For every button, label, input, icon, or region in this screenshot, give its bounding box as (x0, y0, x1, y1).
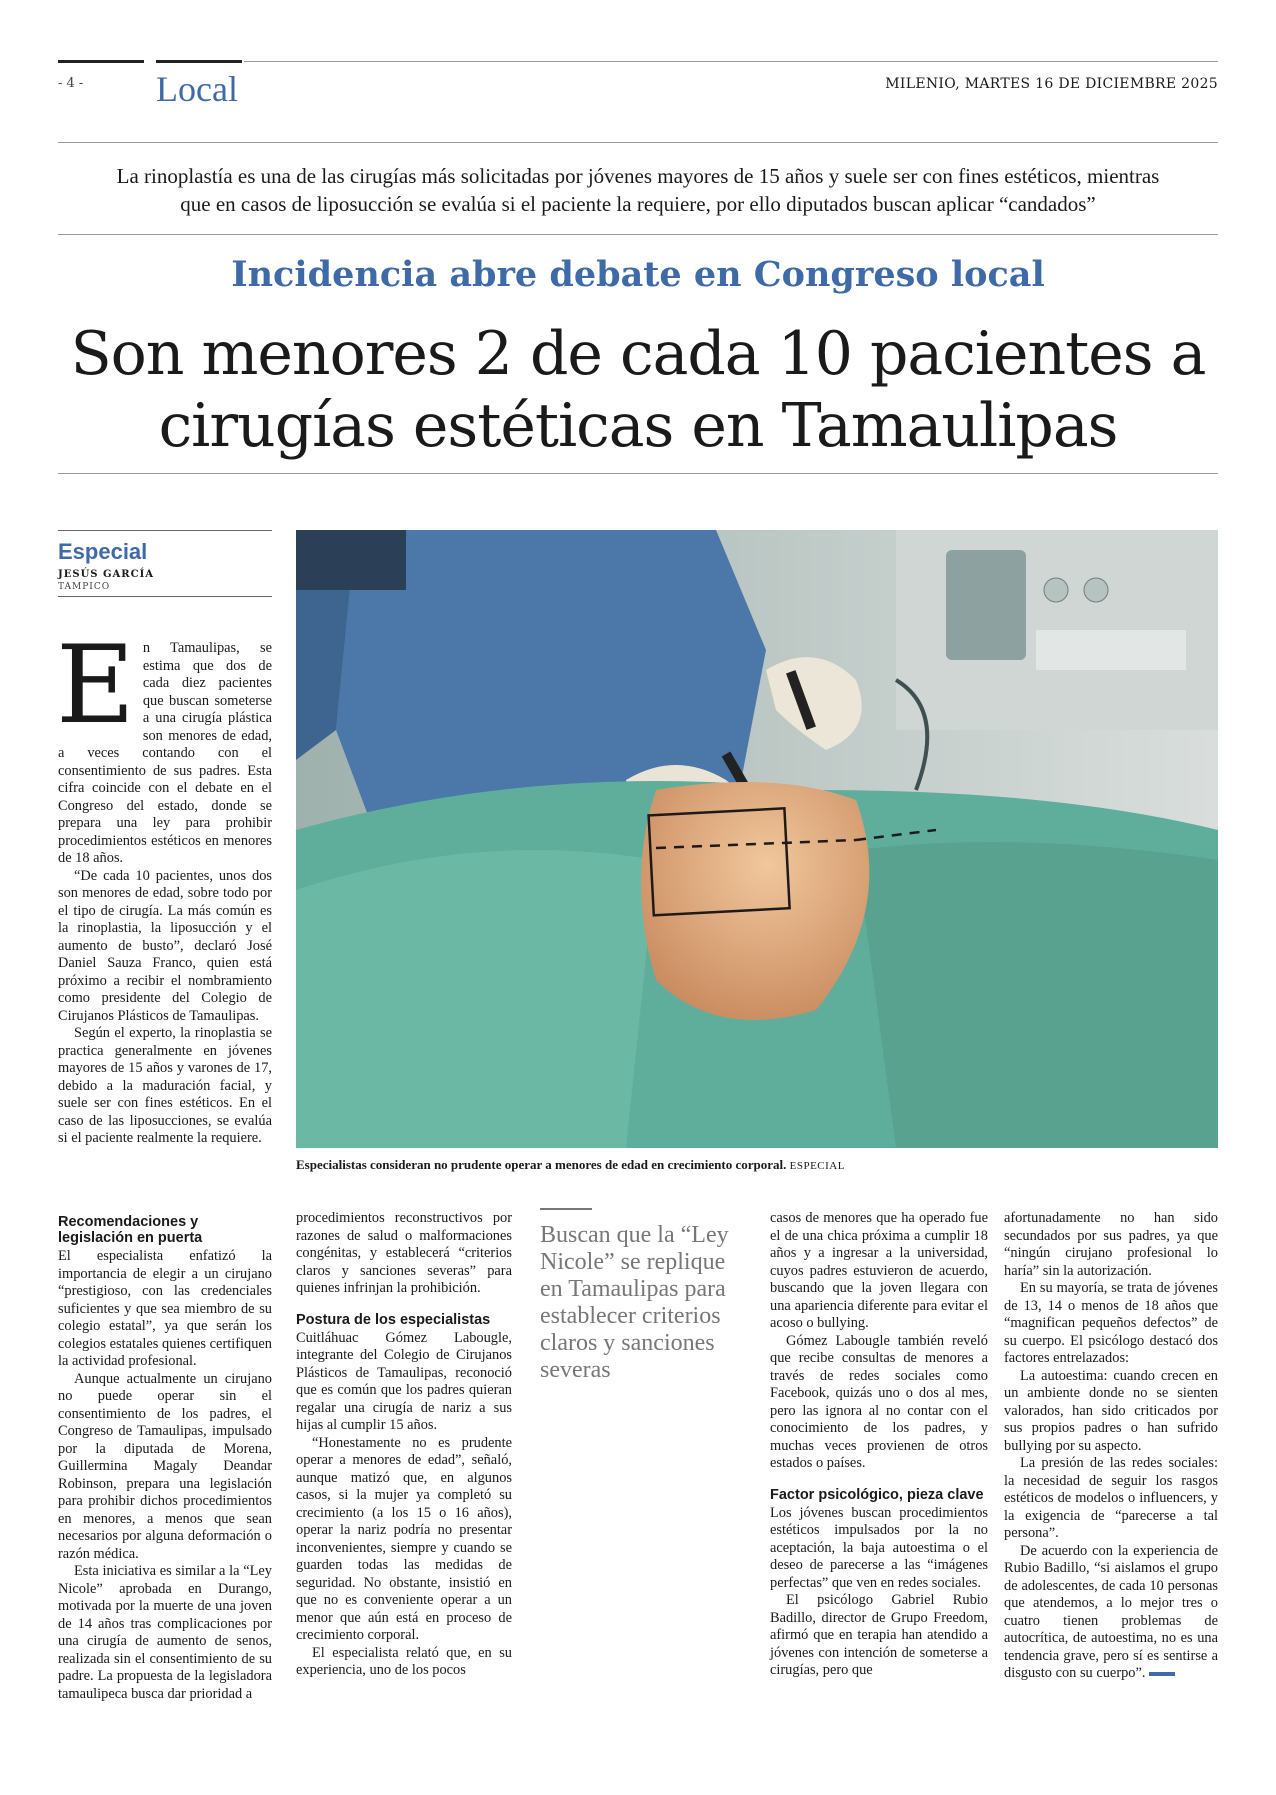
paragraph: El especialista enfatizó la importancia de elegir a un cirujano “prestigioso, con las credenciales suficientes y que sea miembro de su colegio estatal”, ya que serán los colegios estatales quienes certifiquen la actividad profesional. (58, 1248, 272, 1369)
caption-text: Especialistas consideran no prudente operar a menores de edad en crecimiento corporal. (296, 1157, 787, 1172)
dropcap: E (56, 623, 135, 748)
deck-line: que en casos de liposucción se evalúa si el paciente la requiere, por ello diputados buscan aplicar “candados” (180, 192, 1096, 216)
byline-author: JESÚS GARCÍA (58, 569, 155, 580)
subheading: Factor psicológico, pieza clave (770, 1486, 984, 1503)
paragraph: n Tamaulipas, se estima que dos de cada diez pacientes que buscan someterse a una cirugía plástica son menores de edad, a veces contando con el consentimiento de sus padres. Esta cifra coincide con el debate en el Congreso del estado, donde se prepara una ley para prohibir procedimientos estéticos en menores de 18 años. (58, 640, 272, 866)
article-column-3 (770, 1210, 988, 1680)
pull-quote (540, 1208, 740, 1384)
article-column-4 (1004, 1210, 1218, 1683)
subheading: Postura de los especialistas (296, 1311, 491, 1328)
divider (58, 142, 1218, 143)
article-column-1b (58, 1210, 272, 1703)
paragraph: Gómez Labougle también reveló que recibe consultas de menores a través de redes sociales como Facebook, quizás uno o dos al mes, pero las ignora al no contar con el conocimiento de los padres, y muchas veces provienen de otros estados o países. (770, 1332, 988, 1471)
paragraph: La autoestima: cuando crecen en un ambiente donde no se sienten valorados, han sido criticados por sus propios padres o han sufrido bullying por su aspecto. (1004, 1367, 1218, 1454)
article-column-1 (56, 623, 272, 1148)
paragraph (1004, 1543, 1218, 1683)
pull-quote-text: Buscan que la “Ley Nicole” se replique en Tamaulipas para establecer criterios claros y sanciones severas (540, 1222, 729, 1383)
kicker: Incidencia abre debate en Congreso local (231, 254, 1045, 295)
divider (58, 473, 1218, 474)
deck (58, 162, 1218, 218)
byline-city: TAMPICO (58, 582, 111, 592)
paragraph: Cuitláhuac Gómez Labougle, integrante del Colegio de Cirujanos Plásticos de Tamaulipas, reconoció que es común que los padres quieran regalar una cirugía de nariz a sus hijas al cumplir 15 años. (296, 1329, 512, 1433)
paragraph: Esta iniciativa es similar a la “Ley Nicole” aprobada en Durango, motivada por la muerte de una joven de 14 años tras complicaciones por una cirugía de aumento de senos, realizada sin el consentimiento de su padre. La propuesta de la legisladora tamaulipeca busca dar prioridad a (58, 1563, 272, 1702)
paragraph: casos de menores que ha operado fue el de una chica próxima a cumplir 18 años y a ingresar a la universidad, cuyos padres estuvieron de acuerdo, buscando que la joven llegara con una apariencia diferente para evitar el acoso o bullying. (770, 1210, 988, 1331)
divider (58, 234, 1218, 235)
paragraph: afortunadamente no han sido secundados por sus padres, ya que “ningún cirujano profesional lo haría” sin la autorización. (1004, 1210, 1218, 1279)
paragraph: Aunque actualmente un cirujano no puede operar sin el consentimiento de los padres, el Congreso de Tamaulipas, impulsado por la diputada de Morena, Guillermina Magaly Deandar Robinson, prepara una legislación para prohibir dichos procedimientos en menores, a menos que sean necesarios por alguna deformación o razón médica. (58, 1370, 272, 1562)
paragraph: En su mayoría, se trata de jóvenes de 13, 14 o menos de 18 años que “magnifican pequeños defectos” de su cuerpo. El psicólogo destacó dos factores entrelazados: (1004, 1280, 1218, 1366)
header-rule (156, 60, 242, 63)
paragraph: El especialista relató que, en su experiencia, uno de los pocos (296, 1644, 512, 1678)
deck-line: La rinoplastía es una de las cirugías más solicitadas por jóvenes mayores de 15 años y suele ser con fines estéticos, mientras (116, 164, 1160, 188)
surgery-photo (296, 530, 1218, 1148)
subheading: Recomendaciones y legislación en puerta (58, 1214, 203, 1246)
headline (58, 318, 1218, 462)
paragraph: procedimientos reconstructivos por razones de salud o malformaciones congénitas, y establecerá “criterios claros y sanciones severas” para quienes infrinjan la prohibición. (296, 1210, 512, 1296)
headline-line: cirugías estéticas en Tamaulipas (158, 391, 1118, 461)
byline (58, 530, 272, 597)
paragraph: Los jóvenes buscan procedimientos estéticos impulsados por la no aceptación, la baja autoestima o el deseo de parecerse a las “imágenes perfectas” que ven en redes sociales. (770, 1504, 988, 1591)
photo-credit: ESPECIAL (789, 1160, 845, 1172)
paragraph: “De cada 10 pacientes, unos dos son menores de edad, sobre todo por el tipo de cirugía. La más común es la rinoplastia, la liposucción y el aumento de busto”, declaró José Daniel Sauza Franco, quien está próximo a recibir el nombramiento como presidente del Colegio de Cirujanos Plásticos de Tamaulipas. (58, 867, 272, 1024)
paragraph-text: De acuerdo con la experiencia de Rubio Badillo, “si aislamos el grupo de adolescentes, de cada 10 personas que atendemos, a lo mejor tres o cuatro tienen problemas de autocrítica, de autoestima, no es una tendencia grave, pero sí es sentirse a disgusto con su cuerpo”. (1004, 1542, 1218, 1681)
header-rule (58, 60, 144, 63)
headline-line: Son menores 2 de cada 10 pacientes a (70, 319, 1206, 389)
article-column-2 (296, 1210, 512, 1680)
dateline: MILENIO, MARTES 16 DE DICIEMBRE 2025 (885, 76, 1218, 92)
paragraph: El psicólogo Gabriel Rubio Badillo, director de Grupo Freedom, afirmó que en terapia han atendido a jóvenes con intención de someterse a cirugías, pero que (770, 1592, 988, 1678)
section-title: Local (156, 69, 238, 109)
header-rule (244, 61, 1218, 62)
paragraph: “Honestamente no es prudente operar a menores de edad”, señaló, aunque matizó que, en algunos casos, si la mujer ya completó su crecimiento (a los 15 o 16 años), operar la nariz podría no presentar inconvenientes, siempre y cuando se guarden todas las medidas de seguridad. No obstante, insistió en que no es conveniente operar a un menor que aún está en proceso de crecimiento corporal. (296, 1434, 512, 1643)
paragraph: La presión de las redes sociales: la necesidad de seguir los rasgos estéticos de modelos o influencers, y la exigencia de “parecerse a tal persona”. (1004, 1455, 1218, 1541)
page-number: - 4 - (58, 76, 84, 91)
byline-tag: Especial (58, 539, 148, 564)
paragraph: Según el experto, la rinoplastia se practica generalmente en jóvenes mayores de 15 años y varones de 17, debido a la maduración facial, y suele ser con fines estéticos. En el caso de las liposucciones, se evalúa si el paciente realmente la requiere. (58, 1025, 272, 1146)
end-mark (1149, 1672, 1175, 1676)
photo-caption (296, 1157, 1218, 1173)
